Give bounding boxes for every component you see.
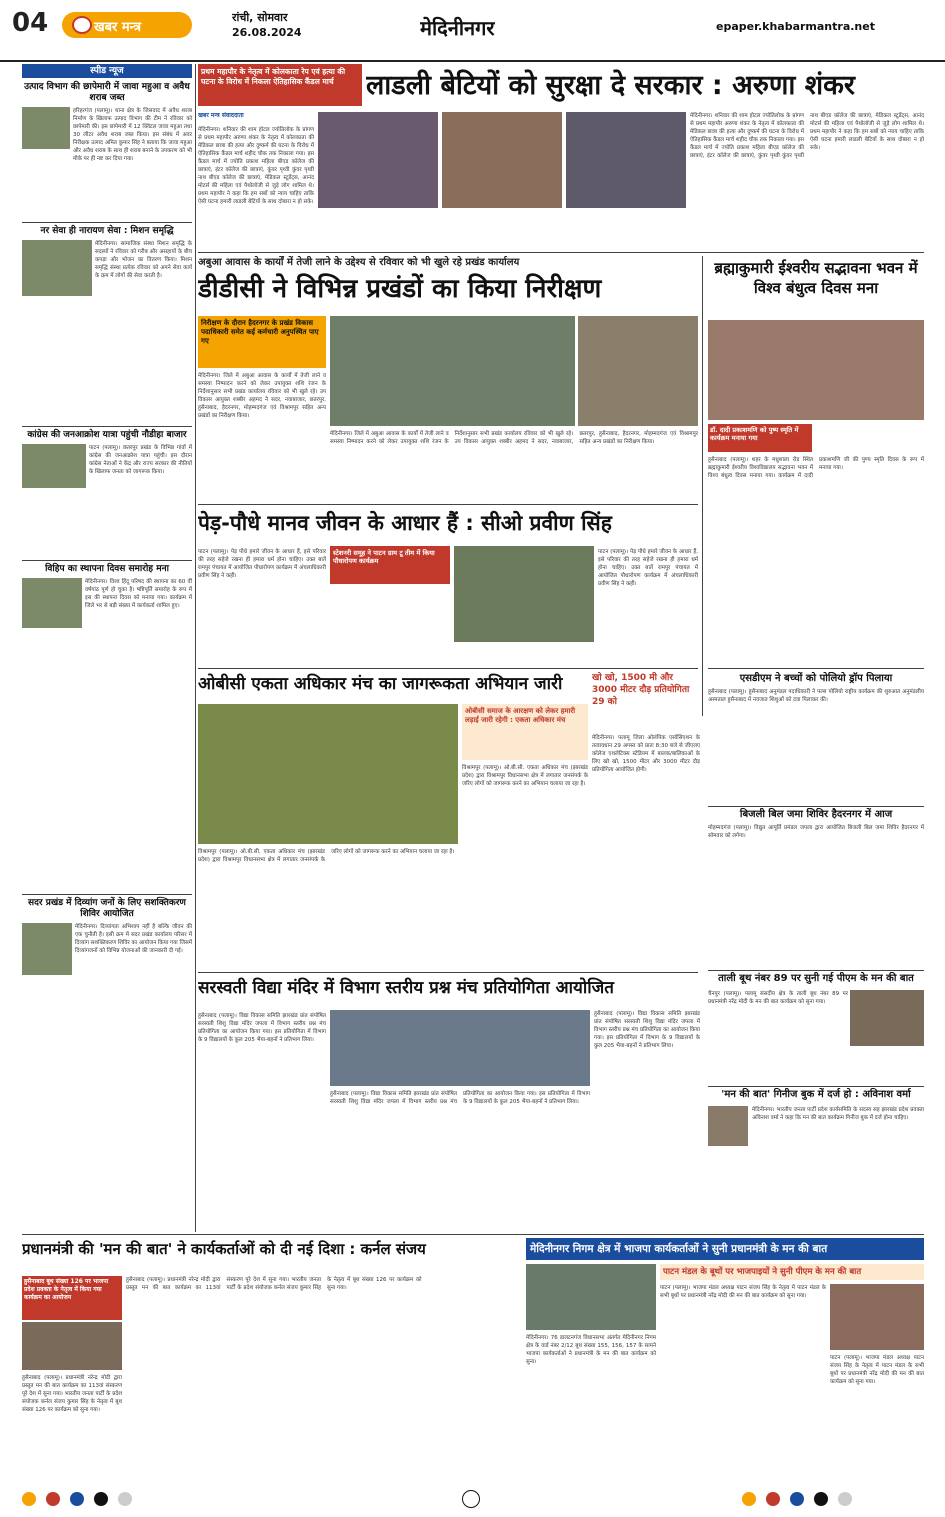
lead-headline: लाडली बेटियों को सुरक्षा दे सरकार : अरुणा शंकर (366, 70, 855, 101)
brief-body: मोहम्मदगंज (पलामू)। विद्युत आपूर्ति प्रमंडल जपला द्वारा आयोजित बिजली बिल जमा शिविर हैदरनगर में सोमवार को लगेगा। (708, 825, 924, 839)
saraswati-body-more: हुसैनाबाद (पलामू)। विद्या विकास समिति झारखंड प्रांत संपोषित सरस्वती शिशु विद्या मंदिर जपला में विभाग स्तरीय प्रश्न मंच प्रतियोगिता का आयोजन किया गया। इस प्रतियोगिता में विभाग के 9 विद्यालयों के कुल 205 भैया-बहनों ने प्रतिभाग लिया। (594, 1011, 700, 1049)
lead-body-continued: मेदिनीनगर। शनिवार की शाम होटल ज्योतिलोक के प्रांगण से प्रथम महापौर अरुणा शंकर के नेतृत्व में कोलकाता की मेडिकल छात्रा की हत्या और दुष्कर्म की घटना के विरोध में ऐतिहासिक कैंडल मार्च शहीद चौक तक निकाला गया। इस कैंडल मार्च में ज्योति प्रकाश महिला बीएड कॉलेज की छात्राएं, इंटर कॉलेज की छात्राएं, कुंवर पृथ्वी कुंवर पृथ्वी नाथ बीएड कॉलेज की छात्राएं, मेडिकल स्टूडेंट्स, आनंद मोटर्स की महिला एवं पैथोलॉजी से जुड़े लोग शामिल थे। प्रथम महापौर ने कहा कि हम सबों को न्याय चाहिए ताकि ऐसी घटना हमारी लाडली बेटियों के साथ दोबारा न हो सके। (690, 113, 924, 159)
brahma-body: हुसैनाबाद (पलामू)। शहर के मधुशाला रोड स्थित ब्रह्माकुमारी ईश्वरीय विश्वविद्यालय सद्भावना भवन में विश्व बंधुत्व दिवस मनाया गया। कार्यक्रम में दादी प्रकाशमणि जी की पुण्य स्मृति दिवस के रूप में मनाया गया। (708, 457, 924, 479)
story-photo (22, 107, 70, 149)
brief-story (22, 226, 192, 426)
brief-headline: विहिप का स्थापना दिवस समारोह मना (45, 564, 169, 574)
lead-kicker: प्रथम महापौर के नेतृत्व में कोलकाता रेप एवं हत्या की घटना के विरोध में निकला ऐतिहासिक कैंडल मार्च (198, 64, 362, 106)
tree-caption: स्टेशनरी समूह ने पाटन ग्राम टू तीम में किया पौधारोपण कार्यक्रम (330, 546, 450, 584)
story-photo (22, 444, 86, 488)
dc-body: मेदिनीनगर। जिले में अबुआ आवास के कार्यों में तेजी लाने व समस्या निष्पादन करने को लेकर उपायुक्त शशि रंजन के निर्देशानुसार सभी प्रखंड कार्यालय रविवार को भी खुले रहे। उप विकास आयुक्त शब्बीर अहमद ने सदर, नवाबाजार, छतरपुर, हुसैनाबाद, हैदरनगर, मोहम्मदगंज एवं विश्रामपुर सहित अन्य प्रखंडों का निरीक्षण किया। (198, 373, 326, 419)
bottom-left-photo (22, 1322, 122, 1370)
brief-headline: नर सेवा ही नारायण सेवा : मिशन समृद्धि (40, 226, 174, 236)
place-day: रांची, सोमवार (232, 11, 288, 24)
brief-headline: उत्पाद विभाग की छापेमारी में जावा महुआ व अवैध शराब जब्त (24, 82, 190, 103)
story-photo (22, 240, 92, 296)
brief-headline: एसडीएम ने बच्चों को पोलियो ड्रॉप पिलाया (739, 673, 893, 684)
brahma-headline: ब्रह्माकुमारी ईश्वरीय सद्भावना भवन में विश्व बंधुत्व दिवस मना (714, 259, 918, 297)
tree-body-continued: पाटन (पलामू)। पेड़ पौधे हमारे जीवन के आधार हैं, इसे परिवार की तरह सहेजे रखना ही हमारा धर्म होना चाहिए। उक्त बातें रामपुर पंचायत में आयोजित पौधारोपण कार्यक्रम में अंचलाधिकारी प्रवीण सिंह ने कही। (598, 549, 698, 587)
section-title: स्पीड न्यूज (22, 64, 192, 78)
brief-body: मेदिनीनगर। विश्व हिंदू परिषद की स्थापना का 60 वीं वर्षगांठ पूर्ण हो चुका है। षष्टिपूर्ति समारोह के रूप में इस की स्थापना दिवस को मनाया गया। कार्यक्रम में जिले भर से बड़ी संख्या में कार्यकर्ता शामिल हुए। (85, 579, 192, 609)
brief-story (22, 430, 192, 560)
lead-body: मेदिनीनगर। शनिवार की शाम होटल ज्योतिलोक के प्रांगण से प्रथम महापौर अरुणा शंकर के नेतृत्व में कोलकाता की मेडिकल छात्रा की हत्या और दुष्कर्म की घटना के विरोध में ऐतिहासिक कैंडल मार्च शहीद चौक तक निकाला गया। इस कैंडल मार्च में ज्योति प्रकाश महिला बीएड कॉलेज की छात्राएं, इंटर कॉलेज की छात्राएं, कुंवर पृथ्वी कुंवर पृथ्वी नाथ बीएड कॉलेज की छात्राएं, मेडिकल स्टूडेंट्स, आनंद मोटर्स की महिला एवं पैथोलॉजी से जुड़े लोग शामिल थे। प्रथम महापौर ने कहा कि हम सबों को न्याय चाहिए ताकि ऐसी घटना हमारी लाडली बेटियों के साथ दोबारा न हो सके। (198, 127, 314, 205)
bottom-left-caption: हुसैनाबाद बूथ संख्या 126 पर भाजपा प्रदेश प्रवक्ता के नेतृत्व में किया गया कार्यक्रम का आयोजन (22, 1276, 122, 1320)
brief-body: मेदिनीनगर। सामाजिक संस्था मिशन समृद्धि के सदस्यों ने रविवार को गरीब और असहायों के बीच कपड़ा और भोजन का वितरण किया। मिशन समृद्धि संस्था प्रत्येक रविवार को अपने सेवा कार्य के क्रम में लोगों की सेवा करती है। (95, 241, 192, 279)
saraswati-body: हुसैनाबाद (पलामू)। विद्या विकास समिति झारखंड प्रांत संपोषित सरस्वती शिशु विद्या मंदिर जपला में विभाग स्तरीय प्रश्न मंच प्रतियोगिता का आयोजन किया गया। इस प्रतियोगिता में विभाग के 9 विद्यालयों के कुल 205 भैया-बहनों ने प्रतिभाग लिया। (198, 1013, 326, 1043)
bottom-right-headline: पाटन मंडल के बूथों पर भाजपाइयों ने सुनी पीएम के मन की बात (660, 1264, 924, 1280)
brief-story (22, 564, 192, 894)
left-column (22, 64, 192, 1232)
race-body: मेदिनीनगर। पलामू जिला ओलंपिक एसोसिएशन के तत्वावधान 29 अगस्त को प्रातः 8:30 बजे से जीएलए कॉलेज एथलेटिक्स स्टेडियम में बालक/बालिकाओं के लिए खो खो, 1500 मीटर और 3000 मीटर दौड़ प्रतियोगिता आयोजित होगी। (592, 735, 700, 773)
brief-body: हुसैनाबाद (पलामू)। हुसैनाबाद अनुमंडल पदाधिकारी ने पल्स पोलियो राष्ट्रीय कार्यक्रम की शुरुआत अनुमंडलीय अस्पताल हुसैनाबाद में नवजात शिशुओं को दवा पिलाकर की। (708, 689, 924, 703)
brahma-photo (708, 320, 924, 420)
brief-body: चैनपुर (पलामू)। पलामू संसदीय क्षेत्र के ताली बूथ नंबर 89 पर प्रधानमंत्री नरेंद्र मोदी के मन की बात कार्यक्रम को सुना गया। (708, 991, 848, 1005)
tree-headline: पेड़-पौधे मानव जीवन के आधार हैं : सीओ प्रवीण सिंह (198, 511, 612, 535)
brief-photo (850, 990, 924, 1046)
saraswati-photo (330, 1010, 590, 1086)
issue-date: 26.08.2024 (232, 26, 302, 39)
tree-photo (454, 546, 594, 642)
saraswati-headline: सरस्वती विद्या मंदिर में विभाग स्तरीय प्रश्न मंच प्रतियोगिता आयोजित (198, 978, 614, 998)
brief-headline: 'मन की बात' गिनीज बुक में दर्ज हो : अविनाश वर्मा (721, 1089, 911, 1100)
brief-photo (708, 1106, 748, 1146)
brand-emblem-icon (72, 16, 92, 34)
bottom-left-headline: प्रधानमंत्री की 'मन की बात' ने कार्यकर्ताओं को दी नई दिशा : कर्नल संजय (22, 1240, 426, 1258)
dc-body-continued: मेदिनीनगर। जिले में अबुआ आवास के कार्यों में तेजी लाने व समस्या निष्पादन करने को लेकर उपायुक्त शशि रंजन के निर्देशानुसार सभी प्रखंड कार्यालय रविवार को भी खुले रहे। उप विकास आयुक्त शब्बीर अहमद ने सदर, नवाबाजार, छतरपुर, हुसैनाबाद, हैदरनगर, मोहम्मदगंज एवं विश्रामपुर सहित अन्य प्रखंडों का निरीक्षण किया। (330, 431, 698, 445)
edition-city: मेदिनीनगर (420, 16, 495, 40)
dc-photo-1 (330, 316, 575, 426)
story-photo (22, 578, 82, 628)
dc-headline: डीडीसी ने विभिन्न प्रखंडों का किया निरीक्षण (198, 274, 602, 304)
brief-headline: कांग्रेस की जनआक्रोश यात्रा पहुंची नौडीहा बाजार (27, 430, 187, 440)
bottom-middle-photo (526, 1264, 656, 1330)
page-number: 04 (12, 8, 49, 38)
bottom-left-body-continued: हुसैनाबाद (पलामू)। प्रधानमंत्री नरेन्द्र मोदी द्वारा प्रस्तुत मन की बात कार्यक्रम का 113वां संस्करण पूरे देश में सुना गया। भारतीय जनता पार्टी के प्रदेश संयोजक कर्नल संजय कुमार सिंह के नेतृत्व में बूथ संख्या 126 पर कार्यक्रम को सुना गया। (126, 1277, 422, 1291)
tree-body: पाटन (पलामू)। पेड़ पौधे हमारे जीवन के आधार हैं, इसे परिवार की तरह सहेजे रखना ही हमारा धर्म होना चाहिए। उक्त बातें रामपुर पंचायत में आयोजित पौधारोपण कार्यक्रम में अंचलाधिकारी प्रवीण सिंह ने कही। (198, 549, 326, 579)
story-photo (318, 112, 438, 208)
story-photo (442, 112, 562, 208)
brief-body: पाटन (पलामू)। छतरपुर प्रखंड के विभिन्न गांवों में कांग्रेस की जनआक्रोश यात्रा पहुंची। इस दौरान कांग्रेस नेताओं ने केंद्र और राज्य सरकार की नीतियों के खिलाफ जनता को जागरूक किया। (89, 445, 192, 475)
bottom-middle-body: मेदिनीनगर। 76 डालटनगंज विधानसभा अंतर्गत मेदिनीनगर निगम क्षेत्र के वार्ड नंबर 2/12 बूथ संख्या 155, 156, 157 के सामने भाजपा कार्यकर्ताओं ने प्रधानमंत्री के मन की बात कार्यक्रम को सुना। (526, 1335, 656, 1365)
bottom-left-body: हुसैनाबाद (पलामू)। प्रधानमंत्री नरेन्द्र मोदी द्वारा प्रस्तुत मन की बात कार्यक्रम का 113वां संस्करण पूरे देश में सुना गया। भारतीय जनता पार्टी के प्रदेश संयोजक कर्नल संजय कुमार सिंह के नेतृत्व में बूथ संख्या 126 पर कार्यक्रम को सुना गया। (22, 1375, 122, 1413)
obc-body: विश्रामपुर (पलामू)। ओ.बी.सी. एकता अधिकार मंच (झारखंड प्रदेश) द्वारा विश्रामपुर विधानसभा क्षेत्र में लगातार जनसंपर्क के जरिए लोगों को जागरूक करने का अभियान चलाया जा रहा है। (198, 849, 455, 863)
story-photo (566, 112, 686, 208)
obc-photo (198, 704, 458, 844)
dc-kicker: अबुआ आवास के कार्यों में तेजी लाने के उद्देश्य से रविवार को भी खुले रहे प्रखंड कार्यालय (198, 257, 520, 268)
story-photo (22, 923, 72, 975)
bottom-right-body-continued: पाटन (पलामू)। भाजपा मंडल अध्यक्ष पाटन संजय सिंह के नेतृत्व में पाटन मंडल के सभी बूथों पर प्रधानमंत्री नरेंद्र मोदी की मन की बात कार्यक्रम को सुना गया। (830, 1355, 924, 1385)
byline: खबर मन्त्र संवाददाता (198, 112, 244, 119)
dc-subhead: निरीक्षण के दौरान हैदरनगर के प्रखंड विकास पदाधिकारी समेत कई कर्मचारी अनुपस्थित पाए गए (198, 316, 326, 368)
obc-headline: ओबीसी एकता अधिकार मंच का जागरूकता अभियान जारी (198, 674, 563, 694)
bottom-right-photo (830, 1284, 924, 1350)
brand-logo: खबर मन्त्र (62, 12, 192, 38)
brief-body: मेदिनीनगर। भारतीय जनता पार्टी प्रदेश कार्यसमिति के सदस्य सह झारखंड प्रदेश प्रवक्ता अविनाश वर्मा ने कहा कि मन की बात कार्यक्रम गिनीज बुक में दर्ज होना चाहिए। (752, 1107, 924, 1121)
brief-story (22, 898, 192, 1228)
brahma-caption: डॉ. दादी प्रकाशमणि को पुष्प स्मृति में कार्यक्रम मनाया गया (708, 424, 812, 452)
crosshair-icon (462, 1490, 480, 1508)
obc-callout: ओबीसी समाज के आरक्षण को लेकर हमारी लड़ाई जारी रहेगी : एकता अधिकार मंच (462, 704, 588, 760)
obc-body-continued: विश्रामपुर (पलामू)। ओ.बी.सी. एकता अधिकार मंच (झारखंड प्रदेश) द्वारा विश्रामपुर विधानसभा क्षेत्र में लगातार जनसंपर्क के जरिए लोगों को जागरूक करने का अभियान चलाया जा रहा है। (462, 765, 588, 787)
print-registration-marks (22, 1490, 924, 1510)
brief-headline: ताली बूथ नंबर 89 पर सुनी गई पीएम के मन की बात (718, 973, 914, 984)
dc-photo-2 (578, 316, 698, 426)
brief-body: हरिहरगंज (पलामू)। थाना क्षेत्र के जिसवाद में अवैध शराब निर्माण के खिलाफ उत्पाद विभाग की टीम ने रविवार को छापेमारी की। इस छापेमारी में 12 क्विंटल जावा महुआ तथा 30 लीटर अवैध शराब जब्त किया। इस संबंध में अवर निरीक्षक उत्पाद अमित कुमार सिंह ने बताया कि जावा महुआ और अवैध शराब के साथ ही शराब बनाने के उपकरण को भी मौके पर ही नष्ट कर दिया गया। (73, 108, 192, 162)
brief-headline: सदर प्रखंड में दिव्यांग जनों के लिए सशक्तिकरण शिविर आयोजित (28, 898, 186, 919)
brief-body: मेदिनीनगर। दिव्यांगता अभिशाप नहीं है बल्कि जीवन की एक चुनौती है। इसी क्रम में सदर प्रखंड कार्यालय परिसर में दिव्यांग सशक्तिकरण शिविर का आयोजन किया गया जिसमें दिव्यांगजनों को विभिन्न योजनाओं की जानकारी दी गई। (75, 924, 192, 954)
saraswati-body-continued: हुसैनाबाद (पलामू)। विद्या विकास समिति झारखंड प्रांत संपोषित सरस्वती शिशु विद्या मंदिर जपला में विभाग स्तरीय प्रश्न मंच प्रतियोगिता का आयोजन किया गया। इस प्रतियोगिता में विभाग के 9 विद्यालयों के कुल 205 भैया-बहनों ने प्रतिभाग लिया। (330, 1091, 590, 1105)
bottom-right-body: पाटन (पलामू)। भाजपा मंडल अध्यक्ष पाटन संजय सिंह के नेतृत्व में पाटन मंडल के सभी बूथों पर प्रधानमंत्री नरेंद्र मोदी की मन की बात कार्यक्रम को सुना गया। (660, 1285, 826, 1299)
bottom-middle-headline: मेदिनीनगर निगम क्षेत्र में भाजपा कार्यकर्ताओं ने सुनी प्रधानमंत्री के मन की बात (526, 1238, 924, 1260)
brief-story (22, 82, 192, 222)
epaper-link[interactable]: epaper.khabarmantra.net (716, 20, 875, 33)
race-headline: खो खो, 1500 मी और 3000 मीटर दौड़ प्रतियोगिता 29 को (592, 673, 690, 707)
brief-headline: बिजली बिल जमा शिविर हैदरनगर में आज (739, 809, 893, 820)
